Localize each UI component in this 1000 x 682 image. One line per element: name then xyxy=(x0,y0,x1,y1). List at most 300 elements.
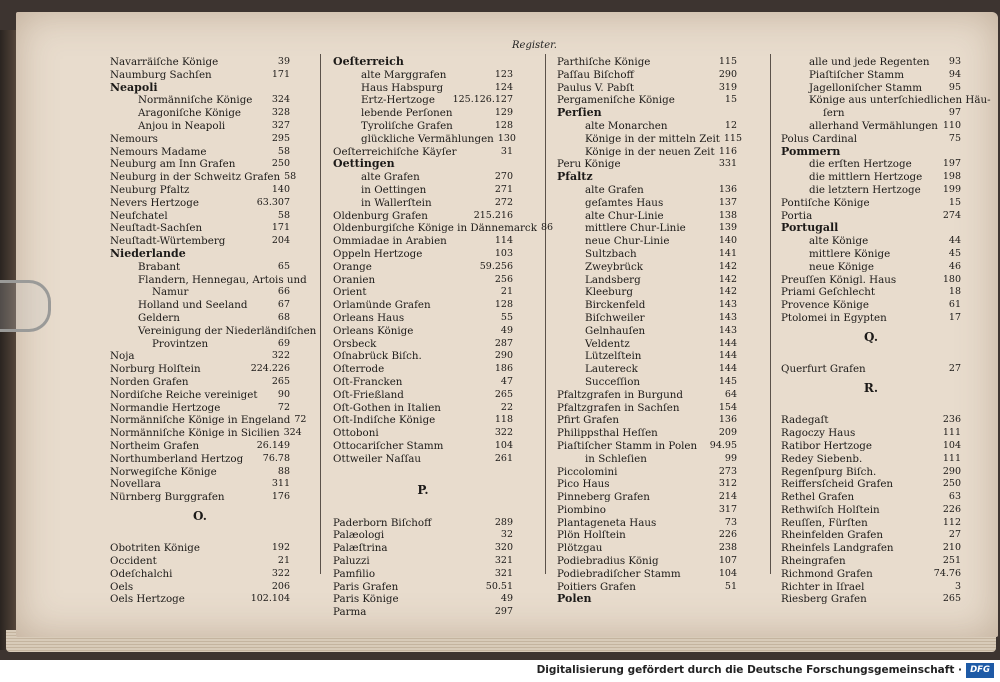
index-entry xyxy=(333,248,513,261)
entry-page: 331 xyxy=(718,158,737,170)
entry-name: Piaſtiſcher Stamm xyxy=(809,68,904,81)
entry-page: 68 xyxy=(277,311,290,323)
index-entry xyxy=(333,593,513,606)
index-entry xyxy=(333,440,513,453)
index-entry xyxy=(333,274,513,287)
entry-name: Könige in der mitteln Zeit xyxy=(585,132,720,145)
index-entry xyxy=(781,133,961,146)
entry-page: 140 xyxy=(271,183,290,195)
index-entry xyxy=(557,466,737,479)
entry-page: 265 xyxy=(271,375,290,387)
index-entry xyxy=(781,286,961,299)
entry-name: Reiffersſcheid Grafen xyxy=(781,478,894,491)
entry-name: Palæſtrina xyxy=(333,542,388,555)
entry-name: Preuſſen Königl. Haus xyxy=(781,273,897,286)
entry-name: Orleans Haus xyxy=(333,311,405,324)
entry-name: Neuburg am Inn Grafen xyxy=(110,158,236,171)
index-entry xyxy=(781,312,961,325)
entry-page: 99 xyxy=(724,452,737,464)
entry-name: Piombino xyxy=(557,503,606,516)
entry-name: Succeſſion xyxy=(585,375,641,388)
entry-name: Pergameniſche Könige xyxy=(557,94,675,107)
entry-page: 321 xyxy=(494,555,513,567)
entry-page: 111 xyxy=(942,427,961,439)
entry-name: neue Könige xyxy=(809,260,874,273)
entry-page: 199 xyxy=(942,183,961,195)
entry-page: 144 xyxy=(718,337,737,349)
entry-name: Provence Könige xyxy=(781,299,869,312)
entry-name: Zweybrück xyxy=(585,260,644,273)
entry-page: 12 xyxy=(724,119,737,131)
entry-page: 58 xyxy=(284,171,297,183)
entry-name: Birckenfeld xyxy=(585,299,646,312)
entry-name: Priami Geſchlecht xyxy=(781,286,876,299)
entry-page: 236 xyxy=(942,414,961,426)
index-entry xyxy=(110,402,290,415)
entry-page: 114 xyxy=(494,235,513,247)
entry-name: Piaſtiſcher Stamm in Polen xyxy=(557,439,698,452)
entry-page: 322 xyxy=(494,427,513,439)
entry-page: 272 xyxy=(494,196,513,208)
entry-name: Portia xyxy=(781,209,813,222)
index-entry xyxy=(333,338,513,351)
entry-page: 274 xyxy=(942,209,961,221)
entry-name: Neuſtadt-Würtemberg xyxy=(110,235,226,248)
index-entry xyxy=(781,94,991,107)
entry-name: Plön Holſtein xyxy=(557,529,626,542)
entry-name: Perſien xyxy=(557,106,602,120)
entry-name: Parma xyxy=(333,606,367,619)
index-entry xyxy=(333,568,513,581)
entry-name: Oettingen xyxy=(333,157,395,171)
entry-name: Vereinigung der Niederländiſchen xyxy=(138,324,317,337)
entry-name: Nemours xyxy=(110,132,158,145)
entry-page: 94.95 xyxy=(709,439,737,451)
index-entry xyxy=(110,273,307,287)
index-entry xyxy=(333,350,513,363)
entry-page: 142 xyxy=(718,286,737,298)
entry-name: Veldentz xyxy=(585,337,630,350)
entry-page: 111 xyxy=(942,452,961,464)
entry-name: Ptolomei in Egypten xyxy=(781,311,887,324)
entry-page xyxy=(509,56,513,69)
entry-page: 210 xyxy=(942,542,961,554)
index-entry xyxy=(557,542,737,555)
entry-page: 138 xyxy=(718,209,737,221)
entry-page: 139 xyxy=(718,222,737,234)
entry-name: Pfaltz xyxy=(557,170,593,184)
entry-name: Ommiadae in Arabien xyxy=(333,235,447,248)
funding-notice: Digitalisierung gefördert durch die Deutsche Forschungsgemeinschaft · xyxy=(536,664,962,676)
entry-name: mittlere Chur-Linie xyxy=(585,222,686,235)
index-entry xyxy=(110,248,290,261)
index-entry xyxy=(333,261,513,274)
index-entry xyxy=(557,478,737,491)
index-entry xyxy=(781,197,961,210)
entry-page: 72 xyxy=(294,414,307,426)
index-entry xyxy=(781,504,961,517)
index-entry xyxy=(781,120,961,133)
entry-name: Ragoczy Haus xyxy=(781,427,856,440)
index-entry xyxy=(557,338,737,351)
index-entry xyxy=(557,248,737,261)
index-entry xyxy=(781,56,961,69)
entry-name: lebende Perſonen xyxy=(361,107,453,120)
entry-name: Lützelſtein xyxy=(585,350,642,363)
entry-page: 144 xyxy=(718,350,737,362)
index-entry xyxy=(333,158,513,171)
index-entry xyxy=(557,261,737,274)
entry-page: 97 xyxy=(948,107,961,119)
entry-page: 143 xyxy=(718,299,737,311)
entry-page: 55 xyxy=(500,311,513,323)
entry-name: Paris Grafen xyxy=(333,580,399,593)
index-entry xyxy=(333,56,513,69)
entry-name: in Schleſien xyxy=(585,452,647,465)
index-entry xyxy=(333,402,513,415)
section-letter: R. xyxy=(863,380,879,395)
entry-page: 44 xyxy=(948,235,961,247)
entry-name: Jagelloniſcher Stamm xyxy=(809,81,923,94)
entry-page: 88 xyxy=(277,465,290,477)
entry-name: Podiebradiſcher Stamm xyxy=(557,567,681,580)
entry-page: 49 xyxy=(500,324,513,336)
index-entry xyxy=(781,171,961,184)
index-entry xyxy=(333,581,513,594)
entry-name: alte Chur-Linie xyxy=(585,209,664,222)
entry-page: 21 xyxy=(277,555,290,567)
entry-page: 312 xyxy=(718,478,737,490)
index-entry xyxy=(557,210,737,223)
entry-name: Portugall xyxy=(781,221,839,235)
index-entry xyxy=(557,517,737,530)
entry-page: 26.149 xyxy=(256,439,290,451)
entry-name: Oſnabrück Biſch. xyxy=(333,350,422,363)
entry-name: Peru Könige xyxy=(557,158,621,171)
index-entry xyxy=(781,146,961,159)
index-entry xyxy=(781,69,961,82)
entry-name: die mittlern Hertzoge xyxy=(809,171,923,184)
index-entry xyxy=(781,542,961,555)
index-entry xyxy=(557,504,737,517)
index-entry xyxy=(781,581,961,594)
entry-page: 128 xyxy=(494,299,513,311)
index-entry xyxy=(557,286,737,299)
index-entry xyxy=(557,363,737,376)
entry-name: Ottweiler Naſſau xyxy=(333,452,422,465)
entry-name: allerhand Vermählungen xyxy=(809,119,938,132)
index-entry xyxy=(110,568,290,581)
entry-name: Aragoniſche Könige xyxy=(138,107,242,120)
index-entry xyxy=(781,466,961,479)
entry-page: 58 xyxy=(277,209,290,221)
entry-name: Tyroliſche Grafen xyxy=(361,119,453,132)
entry-name: Orlamünde Grafen xyxy=(333,299,431,312)
section-letter: O. xyxy=(193,508,207,523)
index-entry xyxy=(781,107,961,120)
index-entry xyxy=(557,146,737,159)
entry-name: Northumberland Hertzog xyxy=(110,452,244,465)
entry-name: Paris Könige xyxy=(333,593,399,606)
entry-page: 192 xyxy=(271,542,290,554)
index-entry xyxy=(781,427,961,440)
entry-page: 116 xyxy=(718,145,737,157)
entry-name: Oſt-Frießland xyxy=(333,388,404,401)
entry-name: Nürnberg Burggrafen xyxy=(110,491,225,504)
entry-name: Oſt-Indiſche Könige xyxy=(333,414,436,427)
entry-page: 21 xyxy=(500,286,513,298)
index-entry xyxy=(110,94,290,107)
entry-name: Ottoboni xyxy=(333,427,379,440)
entry-page: 64 xyxy=(724,388,737,400)
entry-page: 145 xyxy=(718,375,737,387)
index-entry xyxy=(557,274,737,287)
index-column-1 xyxy=(110,56,317,606)
entry-name: Occident xyxy=(110,555,157,568)
entry-name: Palæologi xyxy=(333,529,385,542)
entry-page: 39 xyxy=(277,56,290,67)
entry-page: 154 xyxy=(718,401,737,413)
index-entry xyxy=(557,171,737,184)
entry-name: Pfaltzgrafen in Burgund xyxy=(557,388,683,401)
index-entry xyxy=(333,517,513,530)
entry-page: 143 xyxy=(718,324,737,336)
entry-name: Oldenburgiſche Könige in Dännemarck xyxy=(333,222,537,235)
entry-page: 18 xyxy=(948,286,961,298)
index-entry xyxy=(110,261,290,274)
index-entry xyxy=(110,363,290,376)
index-entry xyxy=(333,312,513,325)
index-entry xyxy=(333,389,513,402)
index-entry xyxy=(110,312,290,325)
index-entry xyxy=(557,120,737,133)
entry-name: Neapoli xyxy=(110,80,158,94)
entry-name: Provintzen xyxy=(152,337,209,350)
entry-page: 214 xyxy=(718,491,737,503)
index-entry xyxy=(557,529,737,542)
entry-page: 74.76 xyxy=(933,567,961,579)
index-entry xyxy=(557,555,737,568)
entry-name: Norwegiſche Könige xyxy=(110,465,217,478)
entry-page: 32 xyxy=(500,529,513,541)
index-column-3 xyxy=(557,56,743,606)
index-entry xyxy=(110,299,290,312)
index-entry xyxy=(110,120,290,133)
entry-page xyxy=(733,107,737,120)
entry-page: 265 xyxy=(494,388,513,400)
entry-name: Plötzgau xyxy=(557,542,603,555)
entry-page xyxy=(733,171,737,184)
entry-page xyxy=(307,274,311,287)
entry-page: 104 xyxy=(718,567,737,579)
entry-name: Rethwiſch Holſtein xyxy=(781,503,880,516)
entry-name: Paſſau Biſchoff xyxy=(557,68,634,81)
index-entry xyxy=(110,440,290,453)
index-entry xyxy=(557,376,737,389)
entry-name: Neufchatel xyxy=(110,209,168,222)
index-entry xyxy=(333,427,513,440)
entry-page: 63.307 xyxy=(256,196,290,208)
entry-name: Könige in der neuen Zeit xyxy=(585,145,715,158)
entry-page: 290 xyxy=(942,465,961,477)
entry-name: Polus Cardinal xyxy=(781,132,858,145)
entry-name: Namur xyxy=(152,286,189,299)
index-column-4 xyxy=(781,56,991,606)
index-entry xyxy=(110,491,290,504)
entry-page: 66 xyxy=(277,286,290,298)
entry-name: Pinneberg Grafen xyxy=(557,491,650,504)
entry-page: 17 xyxy=(948,311,961,323)
entry-page: 47 xyxy=(500,375,513,387)
index-entry xyxy=(557,184,737,197)
entry-page: 287 xyxy=(494,337,513,349)
entry-page: 63 xyxy=(948,491,961,503)
entry-page: 140 xyxy=(718,235,737,247)
entry-page: 136 xyxy=(718,183,737,195)
entry-name: Haus Habspurg xyxy=(361,81,444,94)
index-entry xyxy=(557,593,737,606)
index-entry xyxy=(333,82,513,95)
index-entry xyxy=(110,414,307,427)
entry-page: 125.126.127 xyxy=(452,94,513,106)
index-entry xyxy=(781,517,961,530)
entry-page: 50.51 xyxy=(485,580,513,592)
index-entry xyxy=(557,568,737,581)
dfg-logo: DFG xyxy=(966,663,994,678)
entry-page: 95 xyxy=(948,81,961,93)
index-entry xyxy=(110,197,290,210)
spacer xyxy=(110,529,290,542)
entry-page: 197 xyxy=(942,158,961,170)
index-entry xyxy=(333,299,513,312)
index-entry xyxy=(781,222,961,235)
entry-page: 180 xyxy=(942,273,961,285)
entry-name: alte Könige xyxy=(809,235,869,248)
entry-name: Ertz-Hertzoge xyxy=(361,94,435,107)
entry-page: 320 xyxy=(494,542,513,554)
index-entry xyxy=(110,158,290,171)
entry-name: Oels Hertzoge xyxy=(110,593,185,606)
entry-page: 93 xyxy=(948,56,961,67)
entry-page: 324 xyxy=(283,427,302,439)
entry-name: Normänniſche Könige xyxy=(138,94,253,107)
index-entry xyxy=(557,389,737,402)
entry-name: neue Chur-Linie xyxy=(585,235,670,248)
index-entry xyxy=(557,69,737,82)
entry-name: Riesberg Grafen xyxy=(781,593,867,606)
index-entry xyxy=(333,132,516,146)
entry-name: Pamfilio xyxy=(333,567,376,580)
index-entry xyxy=(781,478,961,491)
entry-name: Querfurt Grafen xyxy=(781,363,866,376)
index-entry xyxy=(781,529,961,542)
index-entry xyxy=(781,555,961,568)
entry-page: 142 xyxy=(718,273,737,285)
entry-name: Oldenburg Grafen xyxy=(333,209,428,222)
entry-page: 171 xyxy=(271,68,290,80)
entry-name: mittlere Könige xyxy=(809,247,891,260)
index-entry xyxy=(557,440,737,453)
entry-page: 94 xyxy=(948,68,961,80)
entry-name: Anjou in Neapoli xyxy=(138,119,226,132)
entry-name: Odeſchalchi xyxy=(110,567,173,580)
index-entry xyxy=(333,529,513,542)
spacer xyxy=(333,504,513,517)
column-rule xyxy=(770,54,771,574)
entry-page: 22 xyxy=(500,401,513,413)
entry-page: 297 xyxy=(494,606,513,618)
index-entry xyxy=(781,453,961,466)
entry-name: Pontiſche Könige xyxy=(781,196,870,209)
index-entry xyxy=(557,491,737,504)
entry-page: 115 xyxy=(723,132,743,144)
entry-page: 137 xyxy=(718,196,737,208)
entry-page: 90 xyxy=(277,388,290,400)
entry-page: 328 xyxy=(271,107,290,119)
entry-page: 322 xyxy=(271,567,290,579)
index-entry xyxy=(557,107,737,120)
index-entry xyxy=(110,171,297,184)
entry-page: 311 xyxy=(271,478,290,490)
index-entry xyxy=(781,491,961,504)
index-entry xyxy=(110,184,290,197)
entry-name: Orient xyxy=(333,286,367,299)
entry-name: Oppeln Hertzoge xyxy=(333,247,423,260)
index-entry xyxy=(333,107,513,120)
entry-page: 73 xyxy=(724,516,737,528)
index-entry xyxy=(557,235,737,248)
entry-name: geſamtes Haus xyxy=(585,196,664,209)
entry-page: 59.256 xyxy=(479,260,513,272)
entry-name: Richmond Grafen xyxy=(781,567,873,580)
entry-page: 75 xyxy=(948,132,961,144)
entry-page xyxy=(316,325,320,338)
entry-page: 69 xyxy=(277,337,290,349)
index-entry xyxy=(557,222,737,235)
entry-page: 322 xyxy=(271,350,290,362)
entry-page: 107 xyxy=(718,555,737,567)
entry-page: 261 xyxy=(494,452,513,464)
index-entry xyxy=(557,312,737,325)
index-entry xyxy=(110,593,290,606)
index-entry xyxy=(110,146,290,159)
entry-name: Oeſterreichiſche Käyſer xyxy=(333,145,457,158)
index-entry xyxy=(333,555,513,568)
index-entry xyxy=(333,453,513,466)
entry-name: Poitiers Grafen xyxy=(557,580,636,593)
index-entry xyxy=(781,568,961,581)
entry-page: 72 xyxy=(277,401,290,413)
section-letter: Q. xyxy=(863,329,879,344)
entry-name: Redey Siebenb. xyxy=(781,452,863,465)
entry-name: Pommern xyxy=(781,144,841,158)
entry-page: 289 xyxy=(494,516,513,528)
spacer xyxy=(781,350,961,363)
entry-name: alte Grafen xyxy=(361,171,420,184)
index-entry xyxy=(333,376,513,389)
index-entry xyxy=(333,184,513,197)
index-entry xyxy=(333,363,513,376)
entry-page: 3 xyxy=(954,580,961,592)
entry-name: Normänniſche Könige in Sicilien xyxy=(110,427,280,440)
entry-name: Richter in Iſrael xyxy=(781,580,865,593)
entry-page: 176 xyxy=(271,491,290,503)
page-clip xyxy=(0,280,51,332)
entry-name: Brabant xyxy=(138,260,181,273)
index-entry xyxy=(781,274,961,287)
entry-name: Pfaltzgrafen in Sachſen xyxy=(557,401,680,414)
index-entry xyxy=(110,338,290,351)
